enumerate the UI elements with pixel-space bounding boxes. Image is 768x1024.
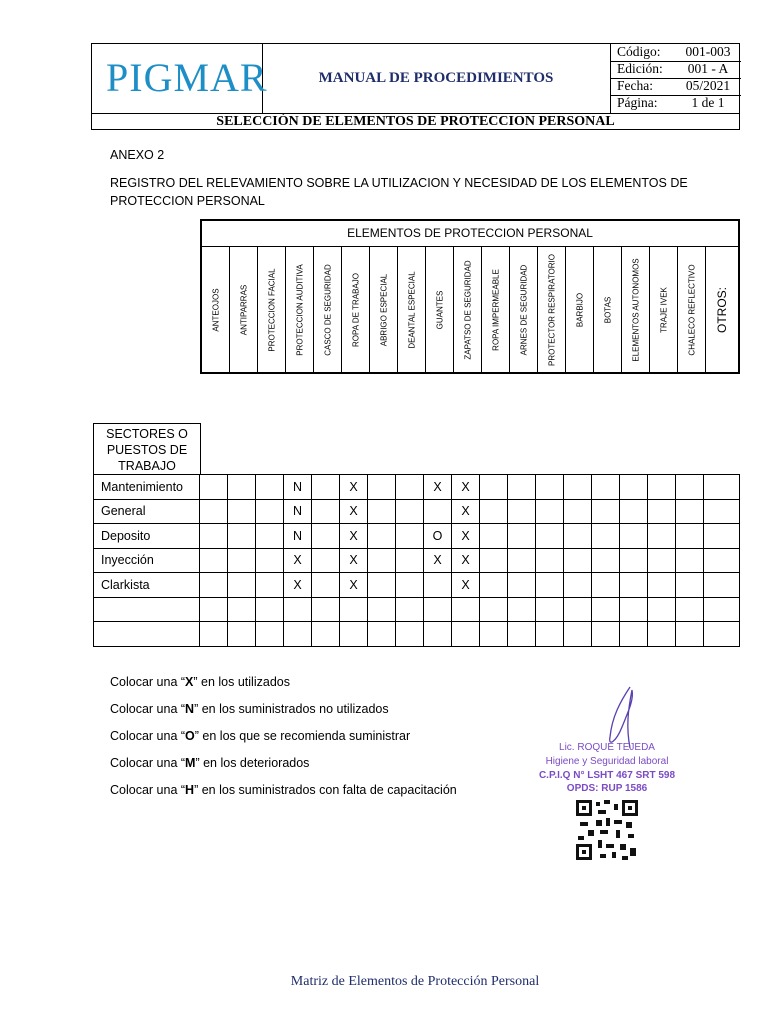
matrix-cell [368, 524, 396, 549]
matrix-cell [704, 597, 740, 622]
epp-column-label: CASCO DE SEGURIDAD [323, 263, 332, 356]
matrix-cell [704, 499, 740, 524]
epp-column-label: ROPA DE TRABAJO [351, 272, 360, 347]
matrix-cell [648, 573, 676, 598]
stamp-role: Higiene y Seguridad laboral [545, 756, 669, 767]
epp-column-header [454, 247, 482, 372]
matrix-cell [536, 475, 564, 500]
matrix-cell [312, 622, 340, 647]
epp-column-label: ABRIGO ESPECIAL [379, 273, 388, 346]
legend-prefix: Colocar una “ [110, 756, 186, 770]
epp-column-label: ANTIPARRAS [239, 284, 248, 335]
matrix-cell [480, 622, 508, 647]
matrix-cell [620, 548, 648, 573]
matrix-cell [676, 499, 704, 524]
epp-column-header [286, 247, 314, 372]
matrix-cell [648, 524, 676, 549]
matrix-cell [508, 475, 536, 500]
matrix-cell [312, 573, 340, 598]
legend-prefix: Colocar una “ [110, 783, 186, 797]
matrix-cell [480, 597, 508, 622]
matrix-cell [620, 573, 648, 598]
matrix-cell [676, 597, 704, 622]
matrix-cell [620, 524, 648, 549]
matrix-cell [424, 597, 452, 622]
legend-suffix: ” en los suministrados no utilizados [194, 702, 389, 716]
matrix-cell [256, 622, 284, 647]
matrix-cell [704, 548, 740, 573]
sector-name: Deposito [94, 524, 200, 549]
meta-row-pagina [611, 95, 741, 113]
matrix-cell [368, 597, 396, 622]
matrix-cell: X [340, 524, 368, 549]
epp-table-title: ELEMENTOS DE PROTECCION PERSONAL [202, 221, 738, 247]
sector-name [94, 622, 200, 647]
legend-prefix: Colocar una “ [110, 729, 186, 743]
matrix-cell [536, 597, 564, 622]
matrix-cell [200, 548, 228, 573]
company-logo: PIGMAR [106, 55, 268, 100]
meta-value: 001-003 [685, 44, 731, 59]
legend-code: M [185, 756, 196, 770]
matrix-cell [312, 524, 340, 549]
matrix-cell [648, 499, 676, 524]
matrix-cell [704, 475, 740, 500]
epp-column-label: PROTECCION FACIAL [267, 267, 276, 352]
matrix-cell [396, 548, 424, 573]
meta-key: Fecha: [617, 78, 653, 93]
matrix-cell [620, 622, 648, 647]
sector-name: Mantenimiento [94, 475, 200, 500]
epp-column-label: ZAPATSO DE SEGURIDAD [463, 259, 472, 360]
matrix-cell [676, 475, 704, 500]
matrix-cell [424, 573, 452, 598]
matrix-cell [536, 524, 564, 549]
legend-code: H [185, 783, 195, 797]
matrix-cell [564, 622, 592, 647]
matrix-cell: X [424, 475, 452, 500]
matrix-cell [564, 597, 592, 622]
matrix-cell: N [284, 475, 312, 500]
meta-row-edicion [611, 61, 741, 79]
table-row [94, 573, 740, 598]
matrix-cell [508, 499, 536, 524]
epp-column-label: DEANTAL ESPECIAL [407, 270, 416, 349]
matrix-cell [536, 573, 564, 598]
epp-column-label: ELEMENTOS AUTONOMOS [631, 257, 640, 362]
epp-column-label: BOTAS [603, 296, 612, 323]
legend-line [110, 675, 290, 689]
sector-name: Clarkista [94, 573, 200, 598]
matrix-cell [480, 524, 508, 549]
matrix-cell: X [340, 475, 368, 500]
matrix-cell: X [424, 548, 452, 573]
table-row [94, 499, 740, 524]
matrix-cell [676, 622, 704, 647]
logo-cell [92, 44, 268, 113]
matrix-cell [368, 622, 396, 647]
matrix-cell [508, 597, 536, 622]
epp-column-label: PROTECTOR RESPIRATORIO [547, 253, 556, 366]
meta-value: 001 - A [687, 61, 729, 76]
epp-column-header [342, 247, 370, 372]
matrix-cell: X [340, 573, 368, 598]
legend-code: X [185, 675, 194, 689]
matrix-cell: X [284, 548, 312, 573]
matrix-cell [396, 597, 424, 622]
matrix-cell: X [452, 524, 480, 549]
matrix-cell [284, 622, 312, 647]
matrix-cell [424, 622, 452, 647]
meta-value: 05/2021 [685, 78, 731, 93]
matrix-cell [620, 597, 648, 622]
matrix-cell [228, 499, 256, 524]
matrix-cell [368, 475, 396, 500]
matrix-cell [564, 475, 592, 500]
legend-line [110, 756, 309, 770]
matrix-cell [536, 548, 564, 573]
matrix-cell: X [452, 499, 480, 524]
matrix-cell [648, 548, 676, 573]
matrix-cell [256, 499, 284, 524]
matrix-cell [592, 573, 620, 598]
epp-column-header [650, 247, 678, 372]
epp-column-label: TRAJE IVEK [659, 286, 668, 333]
legend-suffix: ” en los deteriorados [195, 756, 310, 770]
table-row [94, 548, 740, 573]
page-footer: Matriz de Elementos de Protección Personal [290, 974, 540, 989]
matrix-cell: X [452, 573, 480, 598]
epp-column-label: ARNES DE SEGURIDAD [519, 264, 528, 355]
matrix-cell [676, 573, 704, 598]
document-subtitle: SELECCIÓN DE ELEMENTOS DE PROTECCION PERSONAL [216, 114, 615, 129]
epp-column-label: ANTEOJOS [211, 287, 220, 332]
matrix-cell [592, 597, 620, 622]
matrix-cell [200, 499, 228, 524]
matrix-cell [396, 622, 424, 647]
epp-column-header [258, 247, 286, 372]
matrix-cell [676, 524, 704, 549]
epp-column-header [398, 247, 426, 372]
legend-suffix: ” en los suministrados con falta de capacitación [194, 783, 457, 797]
epp-column-label: ROPA IMPERMEABLE [491, 268, 500, 351]
epp-column-header [706, 247, 738, 372]
legend-code: N [185, 702, 195, 716]
epp-column-header [678, 247, 706, 372]
matrix-cell [368, 573, 396, 598]
epp-column-header [202, 247, 230, 372]
matrix-cell: X [284, 573, 312, 598]
matrix-cell: X [340, 548, 368, 573]
professional-stamp [532, 682, 682, 862]
sector-name: General [94, 499, 200, 524]
epp-column-label: BARBIJO [575, 292, 584, 327]
matrix-cell [200, 622, 228, 647]
legend-line [110, 702, 389, 716]
document-header [91, 43, 740, 130]
matrix-cell [340, 597, 368, 622]
matrix-cell [396, 499, 424, 524]
matrix-cell [648, 622, 676, 647]
matrix-cell [228, 548, 256, 573]
matrix-cell [200, 573, 228, 598]
matrix-cell [508, 573, 536, 598]
matrix-cell [648, 475, 676, 500]
manual-title: MANUAL DE PROCEDIMIENTOS [318, 70, 554, 86]
legend-prefix: Colocar una “ [110, 702, 186, 716]
epp-column-header [370, 247, 398, 372]
epp-column-header [314, 247, 342, 372]
matrix-cell [200, 475, 228, 500]
document-meta [610, 44, 741, 113]
matrix-cell [564, 524, 592, 549]
epp-column-label: OTROS: [715, 286, 729, 333]
matrix-cell [312, 475, 340, 500]
matrix-cell [424, 499, 452, 524]
epp-column-header [482, 247, 510, 372]
matrix-cell [536, 499, 564, 524]
matrix-cell [480, 573, 508, 598]
stamp-opds: OPDS: RUP 1586 [566, 783, 648, 794]
matrix-cell [564, 499, 592, 524]
matrix-cell [368, 548, 396, 573]
matrix-cell [480, 548, 508, 573]
matrix-cell [228, 622, 256, 647]
meta-row-codigo [611, 44, 741, 62]
epp-column-label: PROTECCION AUDITIVA [295, 263, 304, 356]
matrix-cell [508, 548, 536, 573]
matrix-cell [508, 622, 536, 647]
matrix-cell [592, 499, 620, 524]
legend-code: O [185, 729, 195, 743]
meta-row-fecha [611, 78, 741, 96]
matrix-cell [620, 475, 648, 500]
epp-column-header [510, 247, 538, 372]
epp-column-header [230, 247, 258, 372]
matrix-cell [704, 573, 740, 598]
matrix-cell: X [340, 499, 368, 524]
matrix-cell [648, 597, 676, 622]
matrix-cell [396, 475, 424, 500]
matrix-cell [452, 597, 480, 622]
epp-column-header [594, 247, 622, 372]
matrix-cell [312, 597, 340, 622]
matrix-cell [228, 573, 256, 598]
legend-prefix: Colocar una “ [110, 675, 186, 689]
matrix-cell [228, 597, 256, 622]
epp-column-header [566, 247, 594, 372]
matrix-cell [592, 524, 620, 549]
matrix-cell [564, 573, 592, 598]
matrix-cell [284, 597, 312, 622]
matrix-cell [340, 622, 368, 647]
table-row [94, 475, 740, 500]
matrix-cell: X [452, 475, 480, 500]
table-row [94, 524, 740, 549]
matrix-cell [452, 622, 480, 647]
matrix-cell [564, 548, 592, 573]
matrix-cell [704, 524, 740, 549]
epp-column-label: GUANTES [435, 290, 444, 329]
matrix-cell [256, 524, 284, 549]
matrix-cell [256, 548, 284, 573]
sectores-header: SECTORES O PUESTOS DE TRABAJO [93, 423, 201, 474]
matrix-cell [480, 499, 508, 524]
qr-code-icon [576, 800, 638, 860]
matrix-cell: N [284, 499, 312, 524]
matrix-cell [508, 524, 536, 549]
sectors-matrix [93, 474, 740, 647]
matrix-cell: N [284, 524, 312, 549]
matrix-cell [312, 548, 340, 573]
matrix-cell [620, 499, 648, 524]
sector-name: Inyección [94, 548, 200, 573]
registro-text: REGISTRO DEL RELEVAMIENTO SOBRE LA UTILIZACION Y NECESIDAD DE LOS ELEMENTOS DE PROTECCION PERSONAL [110, 176, 688, 208]
stamp-cpiq: C.P.I.Q N° LSHT 467 SRT 598 [538, 770, 676, 781]
matrix-cell [396, 524, 424, 549]
sector-name [94, 597, 200, 622]
epp-header-table [200, 219, 740, 374]
matrix-cell [536, 622, 564, 647]
epp-column-label: CHALECO REFLECTIVO [687, 263, 696, 356]
epp-column-header [426, 247, 454, 372]
epp-column-header [622, 247, 650, 372]
matrix-cell [228, 524, 256, 549]
matrix-cell [312, 499, 340, 524]
matrix-cell [592, 548, 620, 573]
matrix-cell [592, 475, 620, 500]
matrix-cell [256, 475, 284, 500]
matrix-cell: O [424, 524, 452, 549]
meta-value: 1 de 1 [691, 95, 725, 110]
stamp-name: Lic. ROQUE TEJEDA [559, 742, 655, 753]
matrix-cell [480, 475, 508, 500]
anexo-label: ANEXO 2 [110, 148, 165, 162]
matrix-cell [228, 475, 256, 500]
matrix-cell [256, 573, 284, 598]
epp-column-header [538, 247, 566, 372]
matrix-cell [256, 597, 284, 622]
legend-line [110, 729, 410, 743]
matrix-cell [200, 524, 228, 549]
matrix-cell [704, 622, 740, 647]
matrix-cell: X [452, 548, 480, 573]
meta-key: Edición: [617, 61, 663, 76]
table-row [94, 622, 740, 647]
matrix-cell [592, 622, 620, 647]
meta-key: Página: [617, 95, 658, 110]
legend-suffix: ” en los que se recomienda suministrar [194, 729, 411, 743]
matrix-cell [396, 573, 424, 598]
meta-key: Código: [617, 44, 661, 59]
legend-line [110, 783, 457, 797]
matrix-cell [676, 548, 704, 573]
legend-suffix: ” en los utilizados [193, 675, 290, 689]
table-row [94, 597, 740, 622]
matrix-cell [368, 499, 396, 524]
matrix-cell [200, 597, 228, 622]
